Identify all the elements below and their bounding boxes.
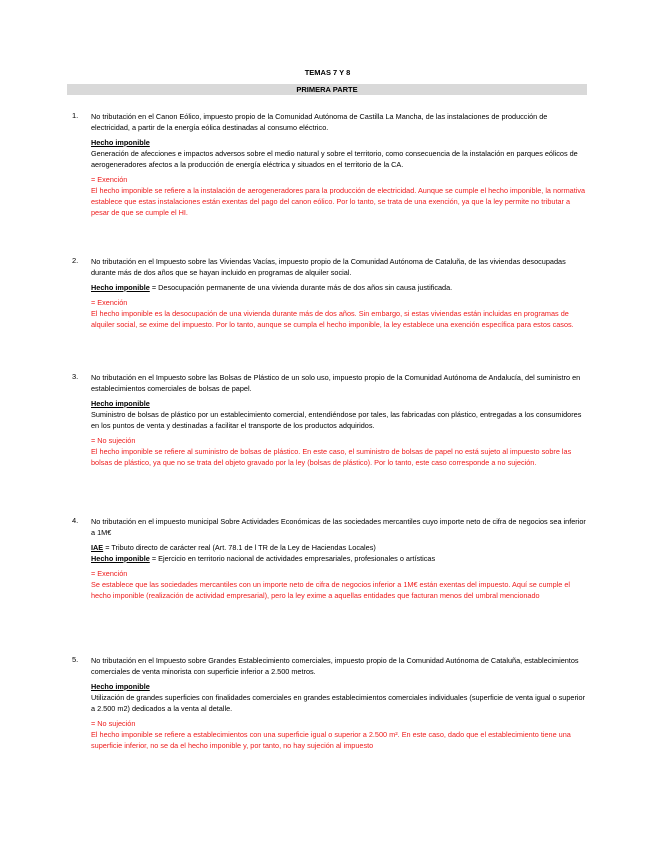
item-question: No tributación en el impuesto municipal Sobre Actividades Económicas de las sociedades mercantiles cuyo importe neto de cifra de negocios sea inferior a 1M€ [91,517,586,537]
list-item [72,516,587,601]
item-number: 1. [72,111,79,120]
answer-heading: = Exención [91,569,128,578]
item-question: No tributación en el Impuesto sobre las Viviendas Vacías, impuesto propio de la Comunidad Autónoma de Cataluña, de las viviendas desocupadas durante más de dos años que se hayan incluido en programas de alquiler social. [91,257,566,277]
item-question: No tributación en el Impuesto sobre Grandes Establecimiento comerciales, impuesto propio de la Comunidad Autónoma de Cataluña, establecimientos comerciales de venta minorista con superficie inferior a 2.500 metros. [91,656,579,676]
item-number: 3. [72,372,79,381]
hecho-imponible-label: Hecho imponible [91,682,150,691]
hecho-imponible-text: Utilización de grandes superficies con finalidades comerciales en grandes establecimientos comerciales individuales (superficie de venta igual o superior a 2.500 m2) dedicados a la venta al detalle. [91,693,586,713]
list-item [72,256,587,330]
iae-label: IAE [91,543,104,552]
answer-heading: = Exención [91,175,128,184]
answer-text: El hecho imponible se refiere a la instalación de aerogeneradores para la producción de electricidad. Aunque se cumple el hecho imponible, la normativa establece que estas instalaciones están exentas del pago del canon eólico. Por lo tanto, se trata de una exención, ya que la ley permite no tributar a pesar de que se cumple el HI. [91,186,586,217]
hecho-imponible-label: Hecho imponible [91,283,150,292]
answer-text: El hecho imponible se refiere al suministro de bolsas de plástico. En este caso, el suministro de bolsas de papel no está sujeto al impuesto sobre las bolsas de plástico, ya que no se trata del objeto gravado por la ley (bolsas de plástico). Por lo tanto, este caso corresponde a no sujeción. [91,447,572,467]
answer-text: El hecho imponible es la desocupación de una vivienda durante más de dos años. Sin embargo, si estas viviendas están incluidas en programas de alquiler social, se exime del impuesto. Por lo tanto, aunque se cumpla el hecho imponible, la ley establece una exención específica para estos casos. [91,309,574,329]
list-item [72,655,587,751]
answer-heading: = No sujeción [91,436,136,445]
document-title: TEMAS 7 Y 8 [304,68,351,77]
hecho-imponible-label: Hecho imponible [91,138,150,147]
answer-text: El hecho imponible se refiere a establecimientos con una superficie igual o superior a 2.500 m². En este caso, dado que el establecimiento tiene una superficie inferior, no se da el hecho imponible y, por tanto, no hay sujeción al impuesto [91,730,571,750]
list-item [72,372,587,468]
iae-text: = Tributo directo de carácter real (Art. 78.1 de l TR de la Ley de Haciendas Locales) [105,543,376,552]
answer-heading: = Exención [91,298,128,307]
hecho-imponible-label: Hecho imponible [91,399,150,408]
hecho-imponible-text: = Desocupación permanente de una vivienda durante más de dos años sin causa justificada. [151,283,453,292]
item-question: No tributación en el Canon Eólico, impuesto propio de la Comunidad Autónoma de Castilla La Mancha, de las instalaciones de producción de electricidad, a partir de la energía eólica destinadas al consumo eléctrico. [91,112,548,132]
section-heading: PRIMERA PARTE [67,84,587,95]
hecho-imponible-text: = Ejercicio en territorio nacional de actividades empresariales, profesionales o artísticas [151,554,436,563]
hecho-imponible-text: Suministro de bolsas de plástico por un establecimiento comercial, entendiéndose por tales, las fabricadas con plástico, entregadas a los consumidores en los puntos de venta y destinadas a facilitar el transporte de los productos adquiridos. [91,410,582,430]
item-number: 5. [72,655,79,664]
hecho-imponible-label: Hecho imponible [91,554,150,563]
item-question: No tributación en el Impuesto sobre las Bolsas de Plástico de un solo uso, impuesto propio de la Comunidad Autónoma de Andalucía, del suministro en establecimientos comerciales de bolsas de papel. [91,373,581,393]
answer-heading: = No sujeción [91,719,136,728]
answer-text: Se establece que las sociedades mercantiles con un importe neto de cifra de negocios inferior a 1M€ están exentas del impuesto. Aquí se cumple el hecho imponible (realización de actividad empresarial), pero la ley exime a aquellas entidades que facturan menos del umbral mencionado [91,580,571,600]
item-number: 2. [72,256,79,265]
list-item [72,111,587,218]
hecho-imponible-text: Generación de afecciones e impactos adversos sobre el medio natural y sobre el territorio, como consecuencia de la instalación en parques eólicos de aerogeneradores afectos a la producción de energía eléctrica y situados en el territorio de la CA. [91,149,578,169]
item-number: 4. [72,516,79,525]
